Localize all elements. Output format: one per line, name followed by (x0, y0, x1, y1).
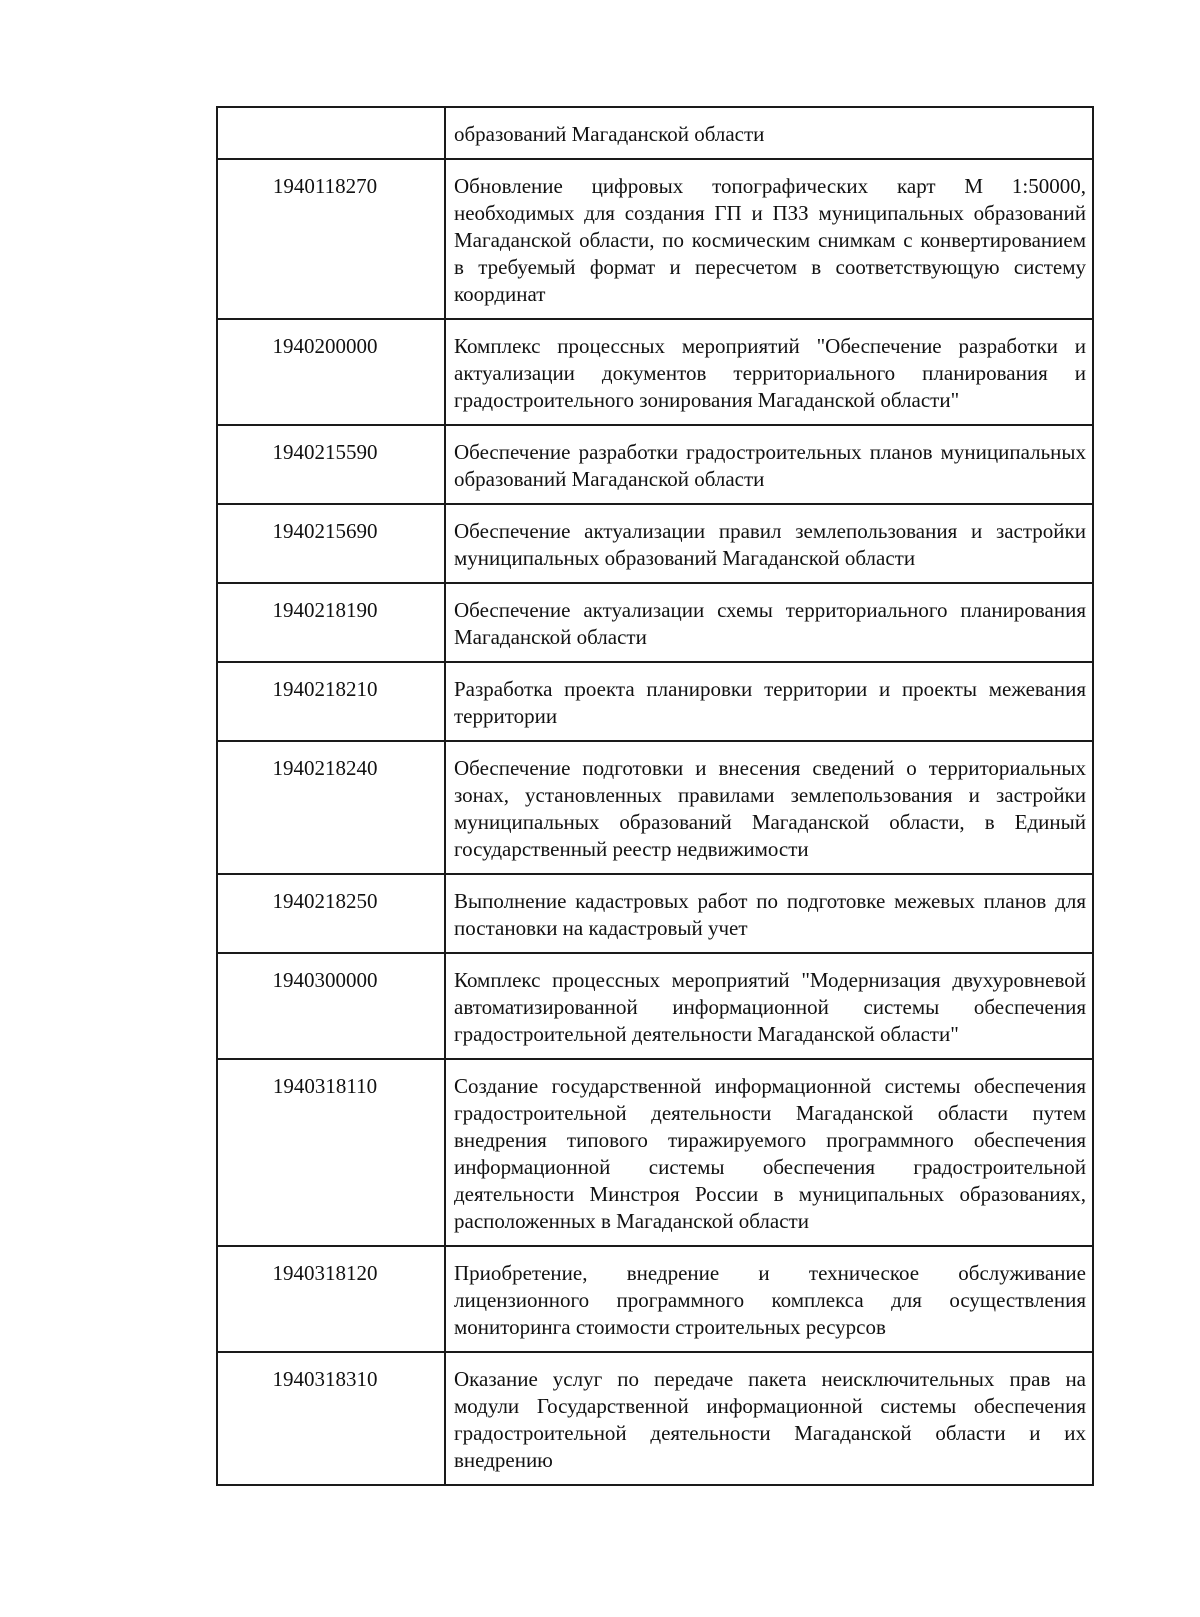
code-cell: 1940215590 (217, 425, 445, 504)
table-row (217, 953, 1093, 1059)
description-cell: Приобретение, внедрение и техническое обслуживание лицензионного программного комплекса для осуществления мониторинга стоимости строительных ресурсов (445, 1246, 1093, 1352)
code-cell: 1940218240 (217, 741, 445, 874)
table-row (217, 874, 1093, 953)
description-cell: Комплекс процессных мероприятий "Обеспечение разработки и актуализации документов территориального планирования и градостроительного зонирования Магаданской области" (445, 319, 1093, 425)
table-row (217, 1059, 1093, 1246)
code-cell: 1940218210 (217, 662, 445, 741)
description-cell: Обеспечение подготовки и внесения сведений о территориальных зонах, установленных правилами землепользования и застройки муниципальных образований Магаданской области, в Единый государственный реестр недвижимости (445, 741, 1093, 874)
table-row (217, 425, 1093, 504)
description-cell: Обеспечение разработки градостроительных планов муниципальных образований Магаданской области (445, 425, 1093, 504)
description-cell: Оказание услуг по передаче пакета неисключительных прав на модули Государственной информационной системы обеспечения градостроительной деятельности Магаданской области и их внедрению (445, 1352, 1093, 1485)
description-cell: Разработка проекта планировки территории и проекты межевания территории (445, 662, 1093, 741)
table-row (217, 107, 1093, 159)
code-cell: 1940300000 (217, 953, 445, 1059)
description-cell: Обеспечение актуализации правил землепользования и застройки муниципальных образований Магаданской области (445, 504, 1093, 583)
description-cell: Создание государственной информационной системы обеспечения градостроительной деятельности Магаданской области путем внедрения типового тиражируемого программного обеспечения информационной системы обеспечения градостроительной деятельности Минстроя России в муниципальных образованиях, расположенных в Магаданской области (445, 1059, 1093, 1246)
table-row (217, 1246, 1093, 1352)
code-cell: 1940318120 (217, 1246, 445, 1352)
code-cell: 1940218250 (217, 874, 445, 953)
table-row (217, 504, 1093, 583)
table-row (217, 159, 1093, 319)
table-row (217, 741, 1093, 874)
code-cell: 1940318110 (217, 1059, 445, 1246)
table-row (217, 583, 1093, 662)
table-row (217, 662, 1093, 741)
budget-classification-table (216, 106, 1094, 1486)
description-cell: Обеспечение актуализации схемы территориального планирования Магаданской области (445, 583, 1093, 662)
description-cell: Комплекс процессных мероприятий "Модернизация двухуровневой автоматизированной информационной системы обеспечения градостроительной деятельности Магаданской области" (445, 953, 1093, 1059)
code-cell: 1940218190 (217, 583, 445, 662)
description-cell: Обновление цифровых топографических карт М 1:50000, необходимых для создания ГП и ПЗЗ муниципальных образований Магаданской области, по космическим снимкам с конвертированием в требуемый формат и пересчетом в соответствующую систему координат (445, 159, 1093, 319)
code-cell: 1940118270 (217, 159, 445, 319)
code-cell: 1940200000 (217, 319, 445, 425)
description-cell: образований Магаданской области (445, 107, 1093, 159)
code-cell: 1940318310 (217, 1352, 445, 1485)
table-row (217, 319, 1093, 425)
description-cell: Выполнение кадастровых работ по подготовке межевых планов для постановки на кадастровый учет (445, 874, 1093, 953)
code-cell: 1940215690 (217, 504, 445, 583)
code-cell (217, 107, 445, 159)
table-row (217, 1352, 1093, 1485)
